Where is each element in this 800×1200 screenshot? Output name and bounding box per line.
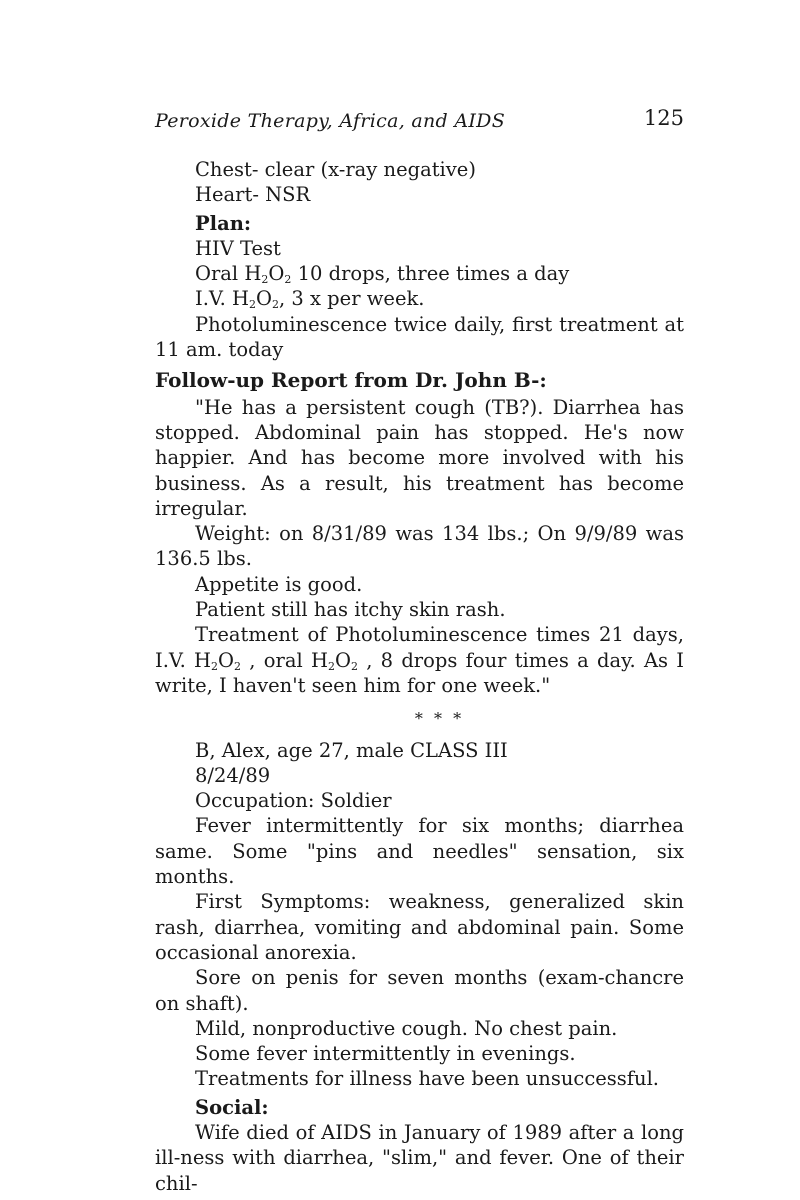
- case-sore: Sore on penis for seven months (exam-chancre on shaft).: [155, 966, 684, 1015]
- case-id: B, Alex, age 27, male CLASS III: [195, 738, 508, 762]
- social-label: Social:: [195, 1095, 269, 1119]
- plan-iv-dose: I.V. $H_2O_2$, 3 x per week.: [195, 287, 425, 312]
- followup-rash: Patient still has itchy skin rash.: [195, 598, 506, 622]
- plan-photoluminescence: Photoluminescence twice daily, first treatment at 11 am. today: [155, 312, 684, 362]
- exam-chest-line: Chest- clear (x-ray negative): [195, 158, 476, 181]
- case-symptoms: First Symptoms: weakness, generalized skin rash, diarrhea, vomiting and abdominal pain. Some occasional anorexia.: [155, 890, 684, 964]
- followup-heading: Follow-up Report from Dr. John B-:: [155, 368, 547, 393]
- section-separator: * * *: [414, 709, 465, 729]
- body-text: [155, 157, 684, 1196]
- followup-paragraph: "He has a persistent cough (TB?). Diarrhea has stopped. Abdominal pain has stopped. He's now happier. And has become more involved with his business. As a result, his treatment has become irregular.: [155, 395, 684, 520]
- case-fever: Fever intermittently for six months; diarrhea same. Some "pins and needles" sensation, six months.: [155, 814, 684, 889]
- page-number: 125: [643, 106, 684, 130]
- plan-label: Plan:: [195, 211, 252, 235]
- case-evening-fever: Some fever intermittently in evenings.: [195, 1042, 576, 1066]
- running-title: Peroxide Therapy, Africa, and AIDS: [155, 110, 506, 132]
- social-paragraph: Wife died of AIDS in January of 1989 after a long ill-ness with diarrhea, "slim," and fever. One of their chil-: [155, 1120, 684, 1195]
- case-treatments: Treatments for illness have been unsuccessful.: [195, 1067, 660, 1091]
- exam-heart-line: Heart- NSR: [195, 183, 311, 207]
- plan-hiv-test: HIV Test: [195, 236, 281, 260]
- plan-oral-dose: Oral $H_2O_2$ 10 drops, three times a day: [195, 262, 570, 287]
- followup-weight: Weight: on 8/31/89 was 134 lbs.; On 9/9/89 was 136.5 lbs.: [155, 522, 684, 571]
- case-date: 8/24/89: [195, 763, 271, 787]
- followup-appetite: Appetite is good.: [195, 572, 363, 596]
- case-cough: Mild, nonproductive cough. No chest pain.: [195, 1016, 618, 1040]
- case-occupation: Occupation: Soldier: [195, 789, 392, 813]
- followup-treatment: Treatment of Photoluminescence times 21 days, I.V. $H_2O_2$ , oral $H_2O_2$ , 8 drops four times a day. As I write, I haven't seen him for one week.": [155, 623, 684, 697]
- page-header: [155, 106, 684, 136]
